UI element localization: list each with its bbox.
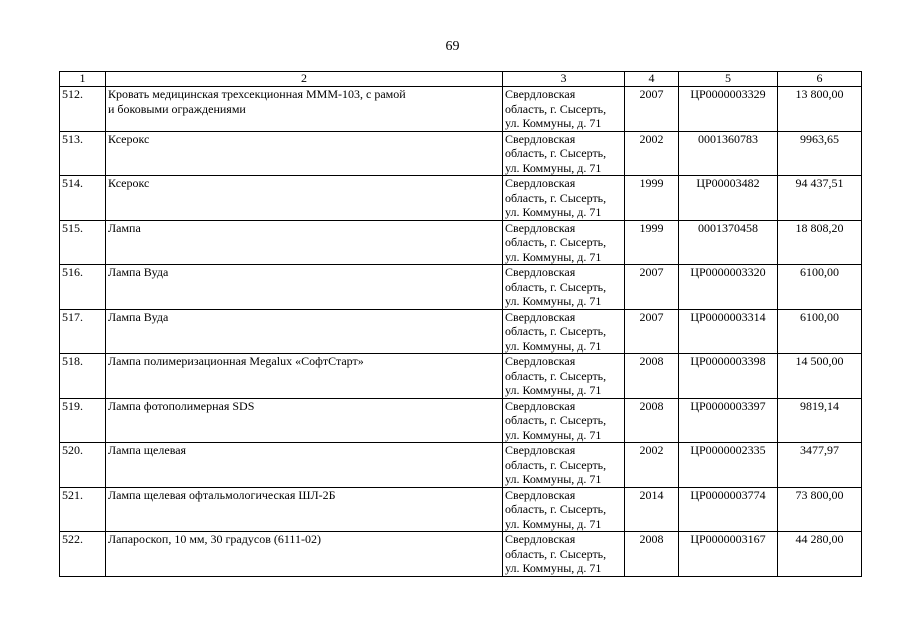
address-line: ул. Коммуны, д. 71: [505, 160, 602, 175]
address-line: область, г. Сысерть,: [505, 101, 607, 116]
address-line: Свердловская: [505, 87, 576, 101]
item-name-cell: [106, 131, 503, 176]
address-line: ул. Коммуны, д. 71: [505, 249, 602, 264]
address-line: Свердловская: [505, 265, 576, 279]
address-line: ул. Коммуны, д. 71: [505, 205, 602, 219]
item-name-line: и боковыми ограждениями: [108, 101, 246, 116]
cost-cell: 3477,97: [778, 443, 862, 488]
item-name-line: Ксерокс: [108, 176, 150, 190]
year-cell: 1999: [625, 176, 679, 221]
cost-cell: 6100,00: [778, 265, 862, 310]
address-cell: [503, 443, 625, 488]
address-cell: [503, 131, 625, 176]
cost-cell: 9963,65: [778, 131, 862, 176]
inventory-number-cell: ЦР0000002335: [679, 443, 778, 488]
table-row: [60, 176, 862, 221]
row-number-cell: 513.: [60, 131, 106, 176]
inventory-number-cell: ЦР0000003167: [679, 532, 778, 577]
table-row: [60, 265, 862, 310]
item-name-line: Лампа: [108, 220, 141, 235]
address-line: Свердловская: [505, 487, 576, 502]
address-cell: [503, 532, 625, 577]
address-line: область, г. Сысерть,: [505, 368, 607, 383]
row-number-cell: 520.: [60, 443, 106, 488]
column-header: 1: [60, 72, 106, 87]
row-number-cell: 518.: [60, 354, 106, 399]
address-line: Свердловская: [505, 309, 576, 324]
inventory-number-cell: ЦР00003482: [679, 176, 778, 221]
cost-cell: 44 280,00: [778, 532, 862, 577]
item-name-line: Лампа фотополимерная SDS: [108, 398, 255, 413]
page-number: 69: [445, 39, 460, 54]
year-cell: 2007: [625, 309, 679, 354]
address-cell: [503, 398, 625, 443]
inventory-number-cell: ЦР0000003397: [679, 398, 778, 443]
row-number-cell: 516.: [60, 265, 106, 310]
inventory-number-cell: ЦР0000003314: [679, 309, 778, 354]
address-cell: [503, 265, 625, 310]
item-name-line: Лампа щелевая: [108, 443, 187, 457]
item-name-line: Лапароскоп, 10 мм, 30 градусов (6111-02): [108, 532, 321, 546]
column-header: 2: [106, 72, 503, 87]
address-line: область, г. Сысерть,: [505, 190, 607, 205]
address-line: область, г. Сысерть,: [505, 235, 607, 249]
address-line: Свердловская: [505, 131, 576, 146]
address-line: область, г. Сысерть,: [505, 279, 607, 294]
address-line: область, г. Сысерть,: [505, 413, 607, 427]
address-line: Свердловская: [505, 354, 576, 368]
address-cell: [503, 354, 625, 399]
address-line: область, г. Сысерть,: [505, 502, 607, 516]
year-cell: 2002: [625, 443, 679, 488]
table-row: [60, 532, 862, 577]
table-row: [60, 398, 862, 443]
address-line: область, г. Сысерть,: [505, 457, 607, 472]
header-row: [60, 72, 862, 87]
address-line: ул. Коммуны, д. 71: [505, 338, 602, 353]
address-line: Свердловская: [505, 443, 576, 457]
item-name-cell: [106, 176, 503, 221]
item-name-line: Кровать медицинская трехсекционная МММ-103, с рамой: [108, 87, 406, 101]
item-name-line: Лампа щелевая офтальмологическая ШЛ-2Б: [108, 487, 336, 502]
item-name-cell: [106, 309, 503, 354]
address-line: ул. Коммуны, д. 71: [505, 383, 602, 397]
table-row: [60, 220, 862, 265]
cost-cell: 73 800,00: [778, 487, 862, 532]
cost-cell: 14 500,00: [778, 354, 862, 399]
column-header: 5: [679, 72, 778, 87]
table-row: [60, 354, 862, 399]
table-body: [60, 87, 862, 577]
table-row: [60, 87, 862, 132]
year-cell: 2007: [625, 87, 679, 132]
row-number-cell: 512.: [60, 87, 106, 132]
item-name-line: Лампа полимеризационная Megalux «СофтСтарт»: [108, 354, 364, 368]
year-cell: 2008: [625, 354, 679, 399]
cost-cell: 9819,14: [778, 398, 862, 443]
inventory-number-cell: ЦР0000003774: [679, 487, 778, 532]
address-line: область, г. Сысерть,: [505, 324, 607, 338]
inventory-number-cell: ЦР0000003398: [679, 354, 778, 399]
address-cell: [503, 87, 625, 132]
year-cell: 2002: [625, 131, 679, 176]
year-cell: 2008: [625, 532, 679, 577]
column-header: 3: [503, 72, 625, 87]
cost-cell: 6100,00: [778, 309, 862, 354]
address-line: ул. Коммуны, д. 71: [505, 116, 602, 130]
item-name-cell: [106, 87, 503, 132]
table-row: [60, 443, 862, 488]
cost-cell: 13 800,00: [778, 87, 862, 132]
address-line: ул. Коммуны, д. 71: [505, 561, 602, 575]
year-cell: 2008: [625, 398, 679, 443]
table-row: [60, 131, 862, 176]
column-header: 4: [625, 72, 679, 87]
item-name-line: Лампа Вуда: [108, 265, 169, 279]
item-name-line: Лампа Вуда: [108, 309, 169, 324]
inventory-number-cell: 0001370458: [679, 220, 778, 265]
inventory-number-cell: ЦР0000003320: [679, 265, 778, 310]
item-name-line: Ксерокс: [108, 131, 150, 146]
address-line: область, г. Сысерть,: [505, 546, 607, 561]
year-cell: 2014: [625, 487, 679, 532]
column-header: 6: [778, 72, 862, 87]
address-line: ул. Коммуны, д. 71: [505, 472, 602, 486]
table-row: [60, 309, 862, 354]
item-name-cell: [106, 354, 503, 399]
address-cell: [503, 309, 625, 354]
row-number-cell: 517.: [60, 309, 106, 354]
item-name-cell: [106, 443, 503, 488]
address-line: ул. Коммуны, д. 71: [505, 427, 602, 442]
year-cell: 1999: [625, 220, 679, 265]
address-line: ул. Коммуны, д. 71: [505, 294, 602, 308]
item-name-cell: [106, 487, 503, 532]
address-cell: [503, 176, 625, 221]
property-table: [59, 71, 862, 577]
address-cell: [503, 487, 625, 532]
address-cell: [503, 220, 625, 265]
address-line: область, г. Сысерть,: [505, 146, 607, 160]
row-number-cell: 521.: [60, 487, 106, 532]
inventory-number-cell: 0001360783: [679, 131, 778, 176]
cost-cell: 94 437,51: [778, 176, 862, 221]
item-name-cell: [106, 398, 503, 443]
row-number-cell: 514.: [60, 176, 106, 221]
address-line: Свердловская: [505, 532, 576, 546]
item-name-cell: [106, 220, 503, 265]
row-number-cell: 515.: [60, 220, 106, 265]
address-line: Свердловская: [505, 220, 576, 235]
cost-cell: 18 808,20: [778, 220, 862, 265]
table-row: [60, 487, 862, 532]
item-name-cell: [106, 532, 503, 577]
inventory-number-cell: ЦР0000003329: [679, 87, 778, 132]
address-line: Свердловская: [505, 398, 576, 413]
address-line: Свердловская: [505, 176, 576, 190]
table-header: [60, 72, 862, 87]
row-number-cell: 522.: [60, 532, 106, 577]
address-line: ул. Коммуны, д. 71: [505, 516, 602, 531]
item-name-cell: [106, 265, 503, 310]
row-number-cell: 519.: [60, 398, 106, 443]
year-cell: 2007: [625, 265, 679, 310]
